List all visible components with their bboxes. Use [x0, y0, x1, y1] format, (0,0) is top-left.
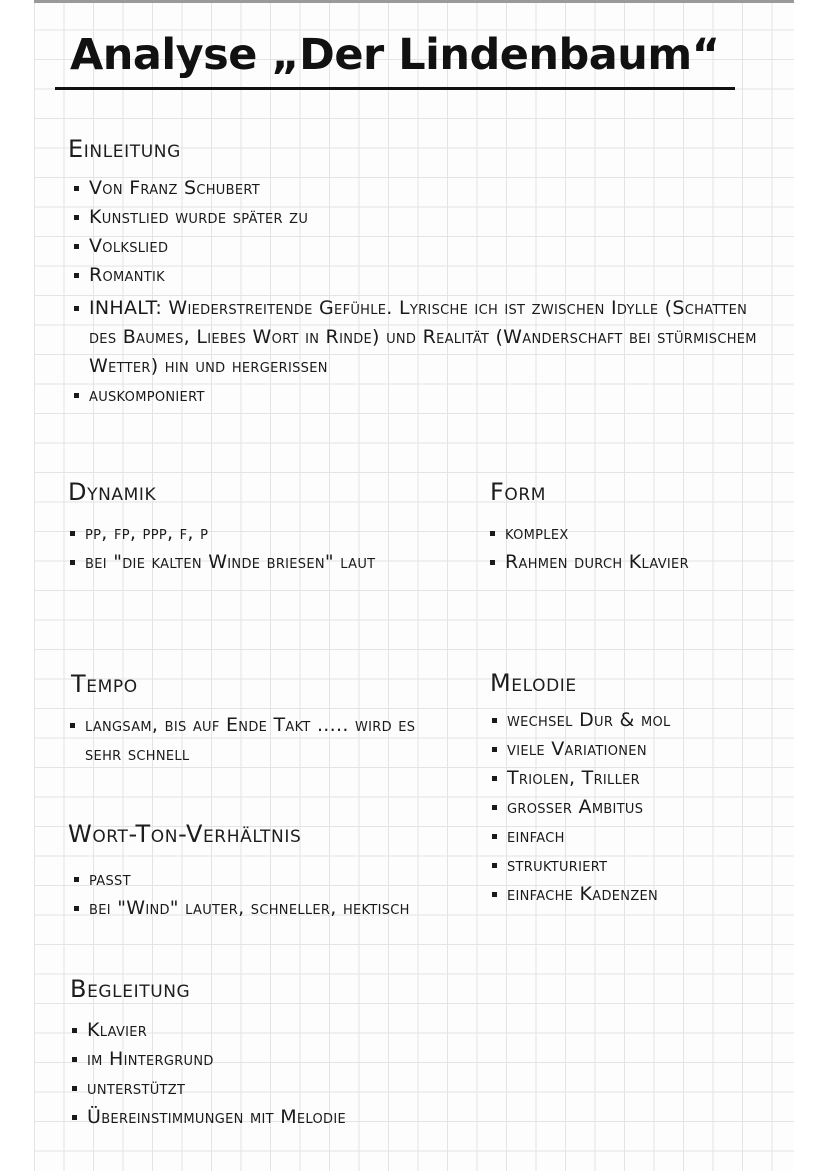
section-dynamik — [52, 475, 425, 577]
list-item: auskomponiert — [72, 381, 769, 410]
page-title: Analyse „Der Lindenbaum“ — [70, 30, 720, 80]
list-item: INHALT: Wiederstreitende Gefühle. Lyrische ich ist zwischen Idylle (Schatten des Baumes, Liebes Wort in Rinde) und Realität (Wanderschaft bei stürmischem Wetter) hin und hergerissen — [72, 294, 769, 381]
list-item: im Hintergrund — [70, 1045, 346, 1074]
wort-ton-list — [72, 865, 410, 923]
list-item: unterstützt — [70, 1074, 346, 1103]
section-begleitung — [54, 972, 346, 1132]
list-item: grosser Ambitus — [490, 793, 671, 822]
section-form — [474, 475, 689, 577]
einleitung-list — [72, 174, 769, 410]
title-underline — [55, 87, 735, 90]
section-heading-dynamik: Dynamik — [52, 475, 168, 509]
melodie-list — [490, 706, 671, 909]
tempo-list — [68, 711, 445, 769]
list-item: wechsel Dur & mol — [490, 706, 671, 735]
list-item: Von Franz Schubert — [72, 174, 769, 203]
list-item: Rahmen durch Klavier — [488, 548, 689, 577]
list-item: bei "die kalten Winde briesen" laut — [68, 548, 425, 577]
begleitung-list — [70, 1016, 346, 1132]
list-item: langsam, bis auf Ende Takt ..... wird es sehr schnell — [68, 711, 445, 769]
section-heading-wort-ton: Wort-Ton-Verhältnis — [52, 817, 313, 851]
list-item: einfache Kadenzen — [490, 880, 671, 909]
list-item: passt — [72, 865, 410, 894]
list-item: pp, fp, ppp, f, p — [68, 519, 425, 548]
section-wort-ton — [52, 817, 410, 923]
form-list — [488, 519, 689, 577]
section-tempo — [55, 667, 445, 769]
list-item: bei "Wind" lauter, schneller, hektisch — [72, 894, 410, 923]
list-item: Volkslied — [72, 232, 769, 261]
list-item: Übereinstimmungen mit Melodie — [70, 1103, 346, 1132]
section-heading-tempo: Tempo — [55, 667, 150, 701]
list-item: einfach — [490, 822, 671, 851]
section-heading-form: Form — [474, 475, 558, 509]
section-heading-begleitung: Begleitung — [54, 972, 202, 1006]
section-heading-einleitung: Einleitung — [52, 132, 193, 166]
list-item: viele Variationen — [490, 735, 671, 764]
list-item: Romantik — [72, 261, 769, 290]
dynamik-list — [68, 519, 425, 577]
list-item: komplex — [488, 519, 689, 548]
section-heading-melodie: Melodie — [474, 666, 589, 700]
section-melodie — [474, 666, 671, 909]
list-item: Klavier — [70, 1016, 346, 1045]
list-item: Kunstlied wurde später zu — [72, 203, 769, 232]
section-einleitung — [52, 132, 769, 410]
top-divider — [34, 0, 794, 3]
list-item: Triolen, Triller — [490, 764, 671, 793]
list-item: strukturiert — [490, 851, 671, 880]
